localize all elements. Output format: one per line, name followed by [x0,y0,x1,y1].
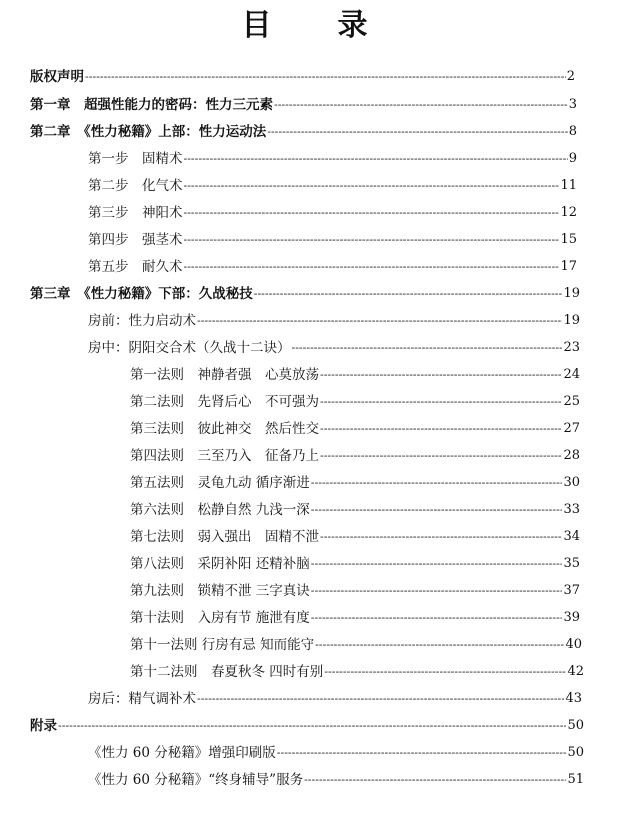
toc-page-number: 15 [560,232,577,247]
toc-page-number: 30 [563,475,580,490]
toc-page-number: 2 [566,69,575,84]
toc-page-number: 9 [568,151,577,166]
toc-entry-chapter-3[interactable] [30,284,580,304]
toc-page-number: 50 [567,745,584,760]
toc-entry-label: 《性力 60 分秘籍》“终身辅导”服务 [88,772,304,788]
toc-page-number: 37 [563,583,580,598]
toc-leader [311,473,563,493]
toc-leader [274,95,568,115]
toc-leader [311,554,563,574]
toc-leader [254,284,563,304]
toc-page-number: 35 [563,556,580,571]
toc-entry-rule-3[interactable] [130,419,580,439]
toc-page-number: 11 [560,178,577,193]
toc-page-number: 43 [565,691,582,706]
toc-entry-appendix-print[interactable] [88,743,584,763]
toc-page-number: 51 [567,772,584,787]
toc-leader [320,419,562,439]
toc-page-number: 40 [565,637,582,652]
toc-leader [184,176,560,196]
toc-entry-label: 第二步 化气术 [88,178,183,194]
toc-entry-appendix-service[interactable] [88,770,584,790]
toc-entry-label: 第四法则 三至乃入 征备乃上 [130,448,319,464]
toc-leader [267,122,567,142]
toc-leader [277,743,567,763]
toc-entry-label: 第二章 《性力秘籍》上部：性力运动法 [30,124,267,140]
toc-entry-chapter-1[interactable] [30,95,577,115]
toc-entry-label: 第三步 神阳术 [88,205,183,221]
toc-page-number: 8 [568,124,577,139]
toc-leader [184,203,560,223]
toc-entry-label: 第三法则 彼此神交 然后性交 [130,421,319,437]
toc-page-number: 17 [560,259,577,274]
toc-entry-label: 第九法则 锁精不泄 三字真诀 [130,583,310,599]
toc-leader [58,716,566,736]
toc-entry-label: 第十二法则 春夏秋冬 四时有别 [130,664,324,680]
toc-entry-rule-12[interactable] [130,662,584,682]
toc-entry-rule-5[interactable] [130,473,580,493]
toc-entry-step-2[interactable] [88,176,577,196]
page-title: 目 录 [241,8,386,43]
toc-page-number: 23 [563,340,580,355]
toc-entry-label: 第一法则 神静者强 心莫放荡 [130,367,319,383]
toc-entry-chapter-2[interactable] [30,122,577,142]
toc-page-number: 39 [563,610,580,625]
toc-page-number: 50 [567,718,584,733]
toc-entry-label: 第一步 固精术 [88,151,183,167]
toc-entry-label: 第八法则 采阴补阳 还精补脑 [130,556,310,572]
toc-leader [311,608,563,628]
toc-page-number: 28 [563,448,580,463]
toc-leader [320,446,562,466]
toc-entry-post-room[interactable] [88,689,582,709]
toc-entry-label: 第四步 强茎术 [88,232,183,248]
toc-entry-step-3[interactable] [88,203,577,223]
toc-entry-label: 房后：精气调补术 [88,691,196,707]
toc-entry-rule-1[interactable] [130,365,580,385]
toc-leader [320,365,562,385]
toc-page-number: 33 [563,502,580,517]
toc-entry-rule-8[interactable] [130,554,580,574]
toc-entry-label: 第七法则 弱入强出 固精不泄 [130,529,319,545]
toc-entry-label: 版权声明 [30,69,84,85]
toc-entry-label: 第六法则 松静自然 九浅一深 [130,502,310,518]
toc-entry-rule-2[interactable] [130,392,580,412]
toc-entry-label: 房中：阴阳交合术（久战十二诀） [88,340,291,356]
toc-entry-label: 《性力 60 分秘籍》增强印刷版 [88,745,276,761]
toc-page-number: 12 [560,205,577,220]
toc-entry-step-1[interactable] [88,149,577,169]
toc-entry-label: 房前：性力启动术 [88,313,196,329]
toc-leader [311,500,563,520]
toc-entry-step-5[interactable] [88,257,577,277]
toc-page-number: 27 [563,421,580,436]
toc-entry-label: 第五法则 灵龟九动 循序渐进 [130,475,310,491]
toc-page-number: 19 [563,313,580,328]
toc-leader [292,338,563,358]
toc-entry-rule-4[interactable] [130,446,580,466]
toc-entry-copyright[interactable] [30,67,575,87]
toc-page-number: 34 [563,529,580,544]
toc-entry-label: 第三章 《性力秘籍》下部：久战秘技 [30,286,253,302]
toc-page-number: 42 [567,664,584,679]
toc-entry-label: 第十法则 入房有节 施泄有度 [130,610,310,626]
toc-entry-rule-9[interactable] [130,581,580,601]
toc-page-number: 25 [563,394,580,409]
toc-entry-rule-10[interactable] [130,608,580,628]
toc-entry-rule-6[interactable] [130,500,580,520]
toc-entry-label: 第五步 耐久术 [88,259,183,275]
toc-entry-label: 第一章 超强性能力的密码：性力三元素 [30,97,273,113]
toc-entry-step-4[interactable] [88,230,577,250]
toc-entry-label: 第二法则 先肾后心 不可强为 [130,394,319,410]
toc-entry-appendix[interactable] [30,716,584,736]
toc-leader [304,770,566,790]
toc-leader [311,581,563,601]
toc-leader [324,662,566,682]
toc-leader [315,635,564,655]
toc-leader [197,311,562,331]
toc-entry-in-room[interactable] [88,338,580,358]
toc-entry-rule-7[interactable] [130,527,580,547]
toc-leader [184,257,560,277]
toc-leader [184,230,560,250]
toc-entry-rule-11[interactable] [130,635,582,655]
toc-page-number: 3 [568,97,577,112]
toc-entry-label: 附录 [30,718,57,734]
toc-leader [320,392,562,412]
toc-page-number: 19 [563,286,580,301]
toc-leader [184,149,568,169]
toc-leader [320,527,562,547]
toc-entry-label: 第十一法则 行房有忌 知而能守 [130,637,315,653]
toc-leader [197,689,564,709]
toc-leader [85,67,566,87]
toc-page-number: 24 [563,367,580,382]
toc-entry-pre-room[interactable] [88,311,580,331]
